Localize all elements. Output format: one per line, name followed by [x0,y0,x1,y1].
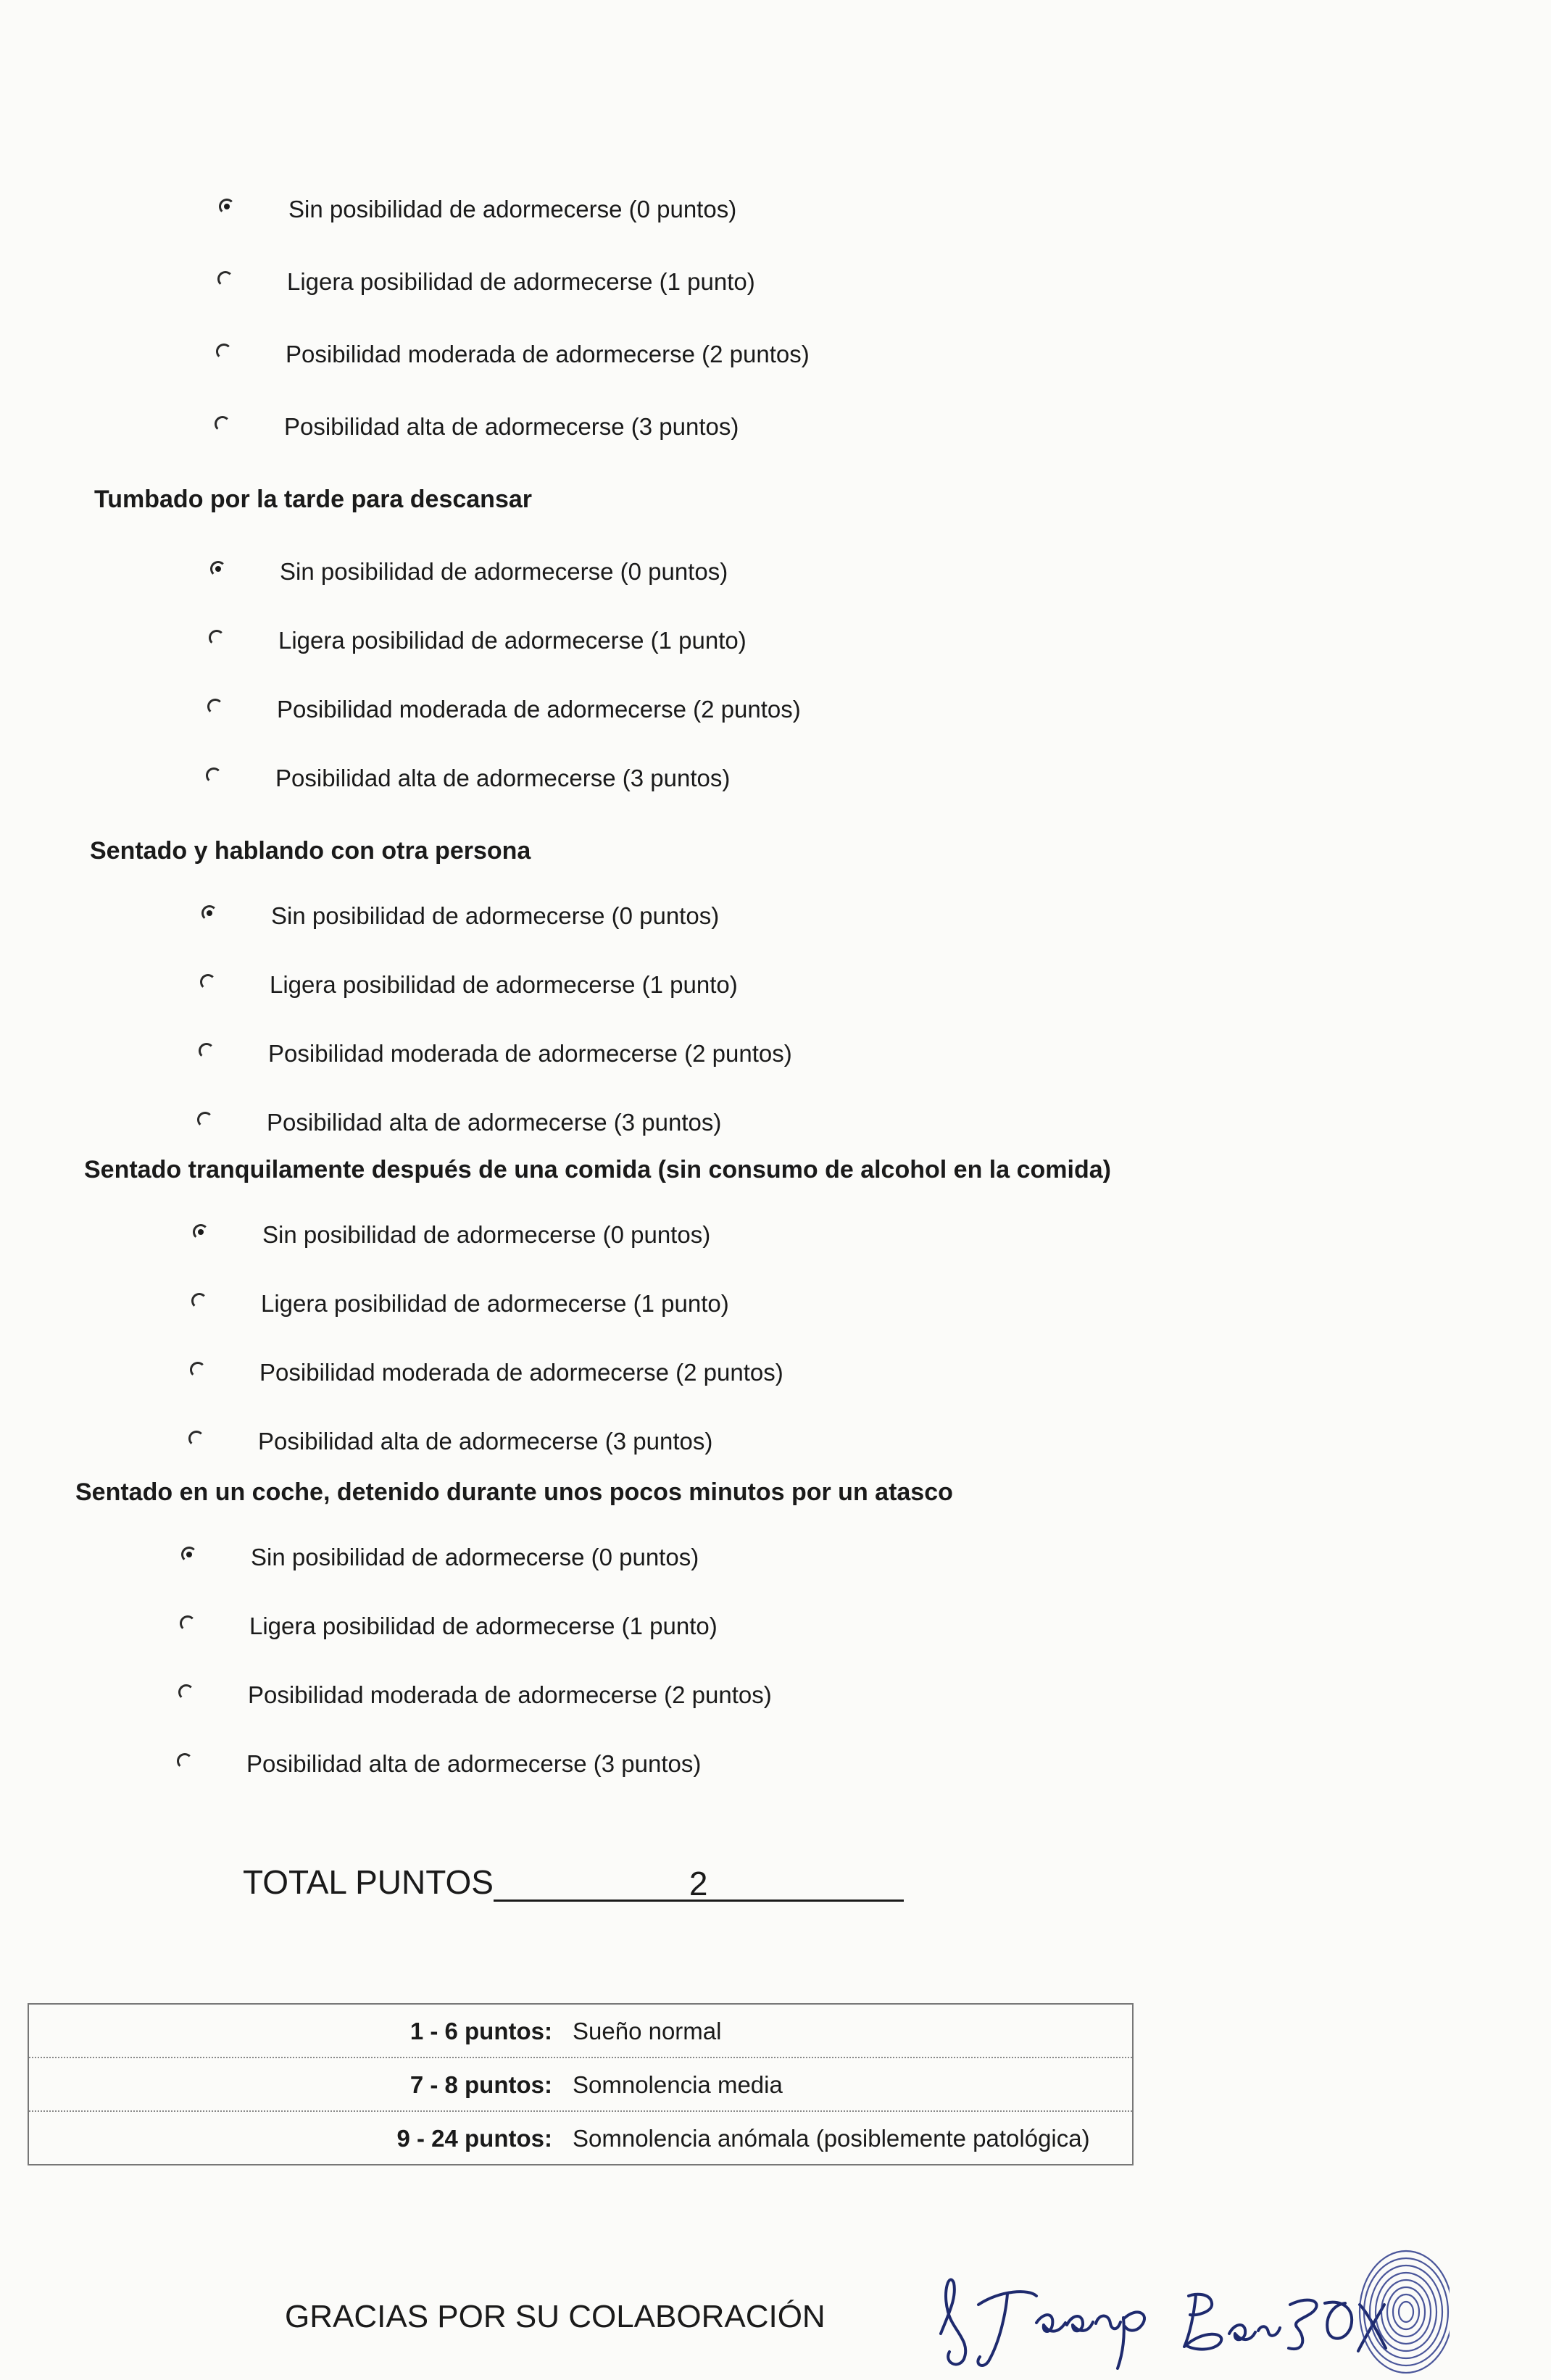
option-label: Posibilidad alta de adormecerse (3 puntos) [267,1109,722,1136]
total-value: 2 [689,1865,708,1902]
radio-button[interactable] [180,1615,196,1631]
option-label: Posibilidad moderada de adormecerse (2 puntos) [248,1681,772,1708]
scale-range: 7 - 8 puntos: [409,2071,552,2098]
radio-selected-dot [186,1552,192,1557]
scale-description: Sueño normal [573,2018,722,2044]
radio-button[interactable] [206,767,222,783]
option-label: Sin posibilidad de adormecerse (0 puntos) [271,902,720,929]
scale-range: 1 - 6 puntos: [409,2018,552,2044]
option-label: Posibilidad alta de adormecerse (3 puntos) [275,765,731,791]
radio-button[interactable] [201,905,217,921]
radio-button[interactable] [215,416,230,432]
score-scale-table [28,2003,1134,2165]
radio-button[interactable] [210,561,226,577]
radio-button[interactable] [190,1362,206,1378]
radio-button[interactable] [200,974,216,990]
question-title: Sentado tranquilamente después de una comida (sin consumo de alcohol en la comida) [84,1156,1111,1183]
radio-button[interactable] [199,1043,215,1059]
scale-row [29,2058,1132,2112]
option-label: Posibilidad alta de adormecerse (3 puntos) [258,1428,713,1455]
total-label: TOTAL PUNTOS [243,1863,494,1901]
radio-button[interactable] [181,1547,197,1563]
radio-selected-dot [224,204,230,209]
scale-row [29,2112,1132,2165]
radio-button[interactable] [219,199,235,215]
scale-range: 9 - 24 puntos: [396,2125,552,2152]
radio-button[interactable] [217,271,233,287]
option-label: Posibilidad alta de adormecerse (3 puntos) [284,413,739,440]
option-label: Posibilidad moderada de adormecerse (2 puntos) [259,1359,783,1386]
option-label: Posibilidad alta de adormecerse (3 puntos) [246,1750,702,1777]
option-label: Posibilidad moderada de adormecerse (2 puntos) [286,341,810,367]
radio-button[interactable] [207,699,223,715]
option-label: Ligera posibilidad de adormecerse (1 punto) [270,971,738,998]
thanks-message: GRACIAS POR SU COLABORACIÓN [285,2299,826,2334]
question-title: Tumbado por la tarde para descansar [94,486,532,513]
fingerprint-icon [1360,2251,1450,2373]
option-label: Sin posibilidad de adormecerse (0 puntos) [280,558,728,585]
question-title: Sentado y hablando con otra persona [90,837,531,865]
radio-button[interactable] [197,1112,213,1128]
option-label: Ligera posibilidad de adormecerse (1 punto) [249,1613,718,1639]
handwritten-signature [941,2280,1386,2368]
scale-description: Somnolencia media [573,2071,783,2098]
scale-description: Somnolencia anómala (posiblemente patológica) [573,2125,1090,2152]
radio-button[interactable] [177,1753,193,1769]
total-score [243,1863,904,1902]
radio-button[interactable] [188,1431,204,1447]
radio-button[interactable] [178,1684,194,1700]
question-title: Sentado en un coche, detenido durante unos pocos minutos por un atasco [75,1478,953,1506]
radio-button[interactable] [216,344,232,359]
option-label: Ligera posibilidad de adormecerse (1 punto) [261,1290,729,1317]
radio-button[interactable] [191,1293,207,1309]
option-label: Sin posibilidad de adormecerse (0 puntos) [288,196,737,222]
option-label: Posibilidad moderada de adormecerse (2 puntos) [277,696,801,723]
radio-button[interactable] [193,1224,209,1240]
option-label: Ligera posibilidad de adormecerse (1 punto) [278,627,747,654]
total-underline-left [494,1868,689,1902]
scale-row [29,2005,1132,2058]
option-label: Posibilidad moderada de adormecerse (2 puntos) [268,1040,792,1067]
radio-selected-dot [207,910,212,916]
total-underline-right [708,1868,904,1902]
radio-button[interactable] [209,630,225,646]
option-label: Ligera posibilidad de adormecerse (1 punto) [287,268,755,295]
option-label: Sin posibilidad de adormecerse (0 puntos) [251,1544,699,1570]
signature-with-fingerprint [928,2232,1450,2377]
option-label: Sin posibilidad de adormecerse (0 puntos) [262,1221,711,1248]
radio-selected-dot [215,566,221,572]
radio-selected-dot [198,1229,204,1235]
